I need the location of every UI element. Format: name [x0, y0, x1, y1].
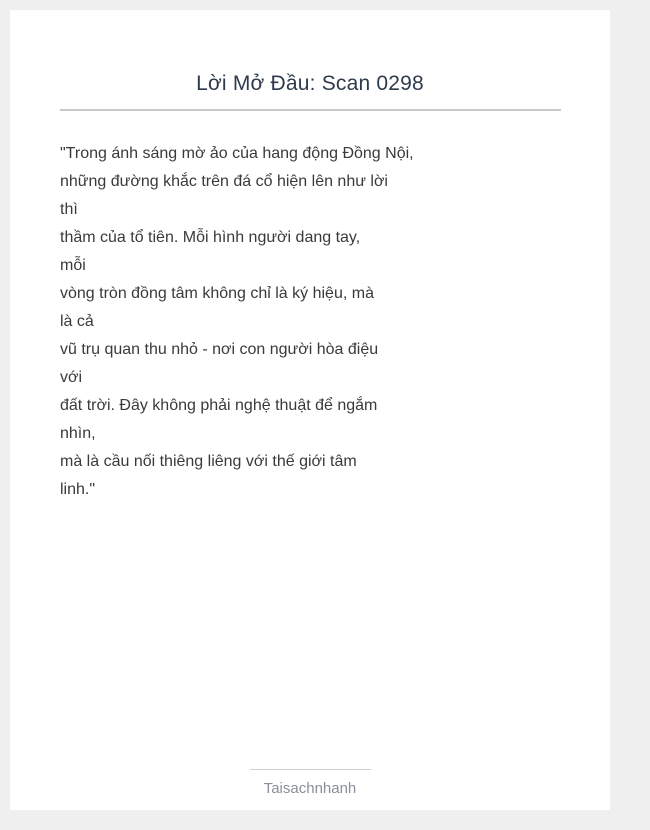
text-line: thầm của tổ tiên. Mỗi hình người dang tay,: [60, 229, 361, 246]
text-line: đất trời. Đây không phải nghệ thuật để ngắm: [60, 397, 378, 414]
document-page: [10, 10, 610, 810]
text-line: mỗi: [60, 257, 86, 274]
text-line: thì: [60, 201, 78, 218]
text-line: "Trong ánh sáng mờ ảo của hang động Đồng Nội,: [60, 145, 414, 162]
text-line: vũ trụ quan thu nhỏ - nơi con người hòa điệu: [60, 341, 379, 358]
page-title: Lời Mở Đầu: Scan 0298: [196, 72, 424, 95]
text-line: vòng tròn đồng tâm không chỉ là ký hiệu, mà: [60, 285, 374, 302]
text-line: với: [60, 369, 83, 386]
text-line: những đường khắc trên đá cổ hiện lên như lời: [60, 173, 388, 190]
text-line: là cả: [60, 313, 94, 330]
text-line: nhìn,: [60, 425, 96, 442]
text-line: linh.": [60, 481, 96, 498]
title-divider: [60, 109, 561, 111]
footer-credit: Taisachnhanh: [263, 780, 357, 797]
footer-divider: [250, 769, 371, 770]
body-paragraph: [60, 140, 420, 504]
text-line: mà là cầu nối thiêng liêng với thế giới tâm: [60, 453, 357, 470]
